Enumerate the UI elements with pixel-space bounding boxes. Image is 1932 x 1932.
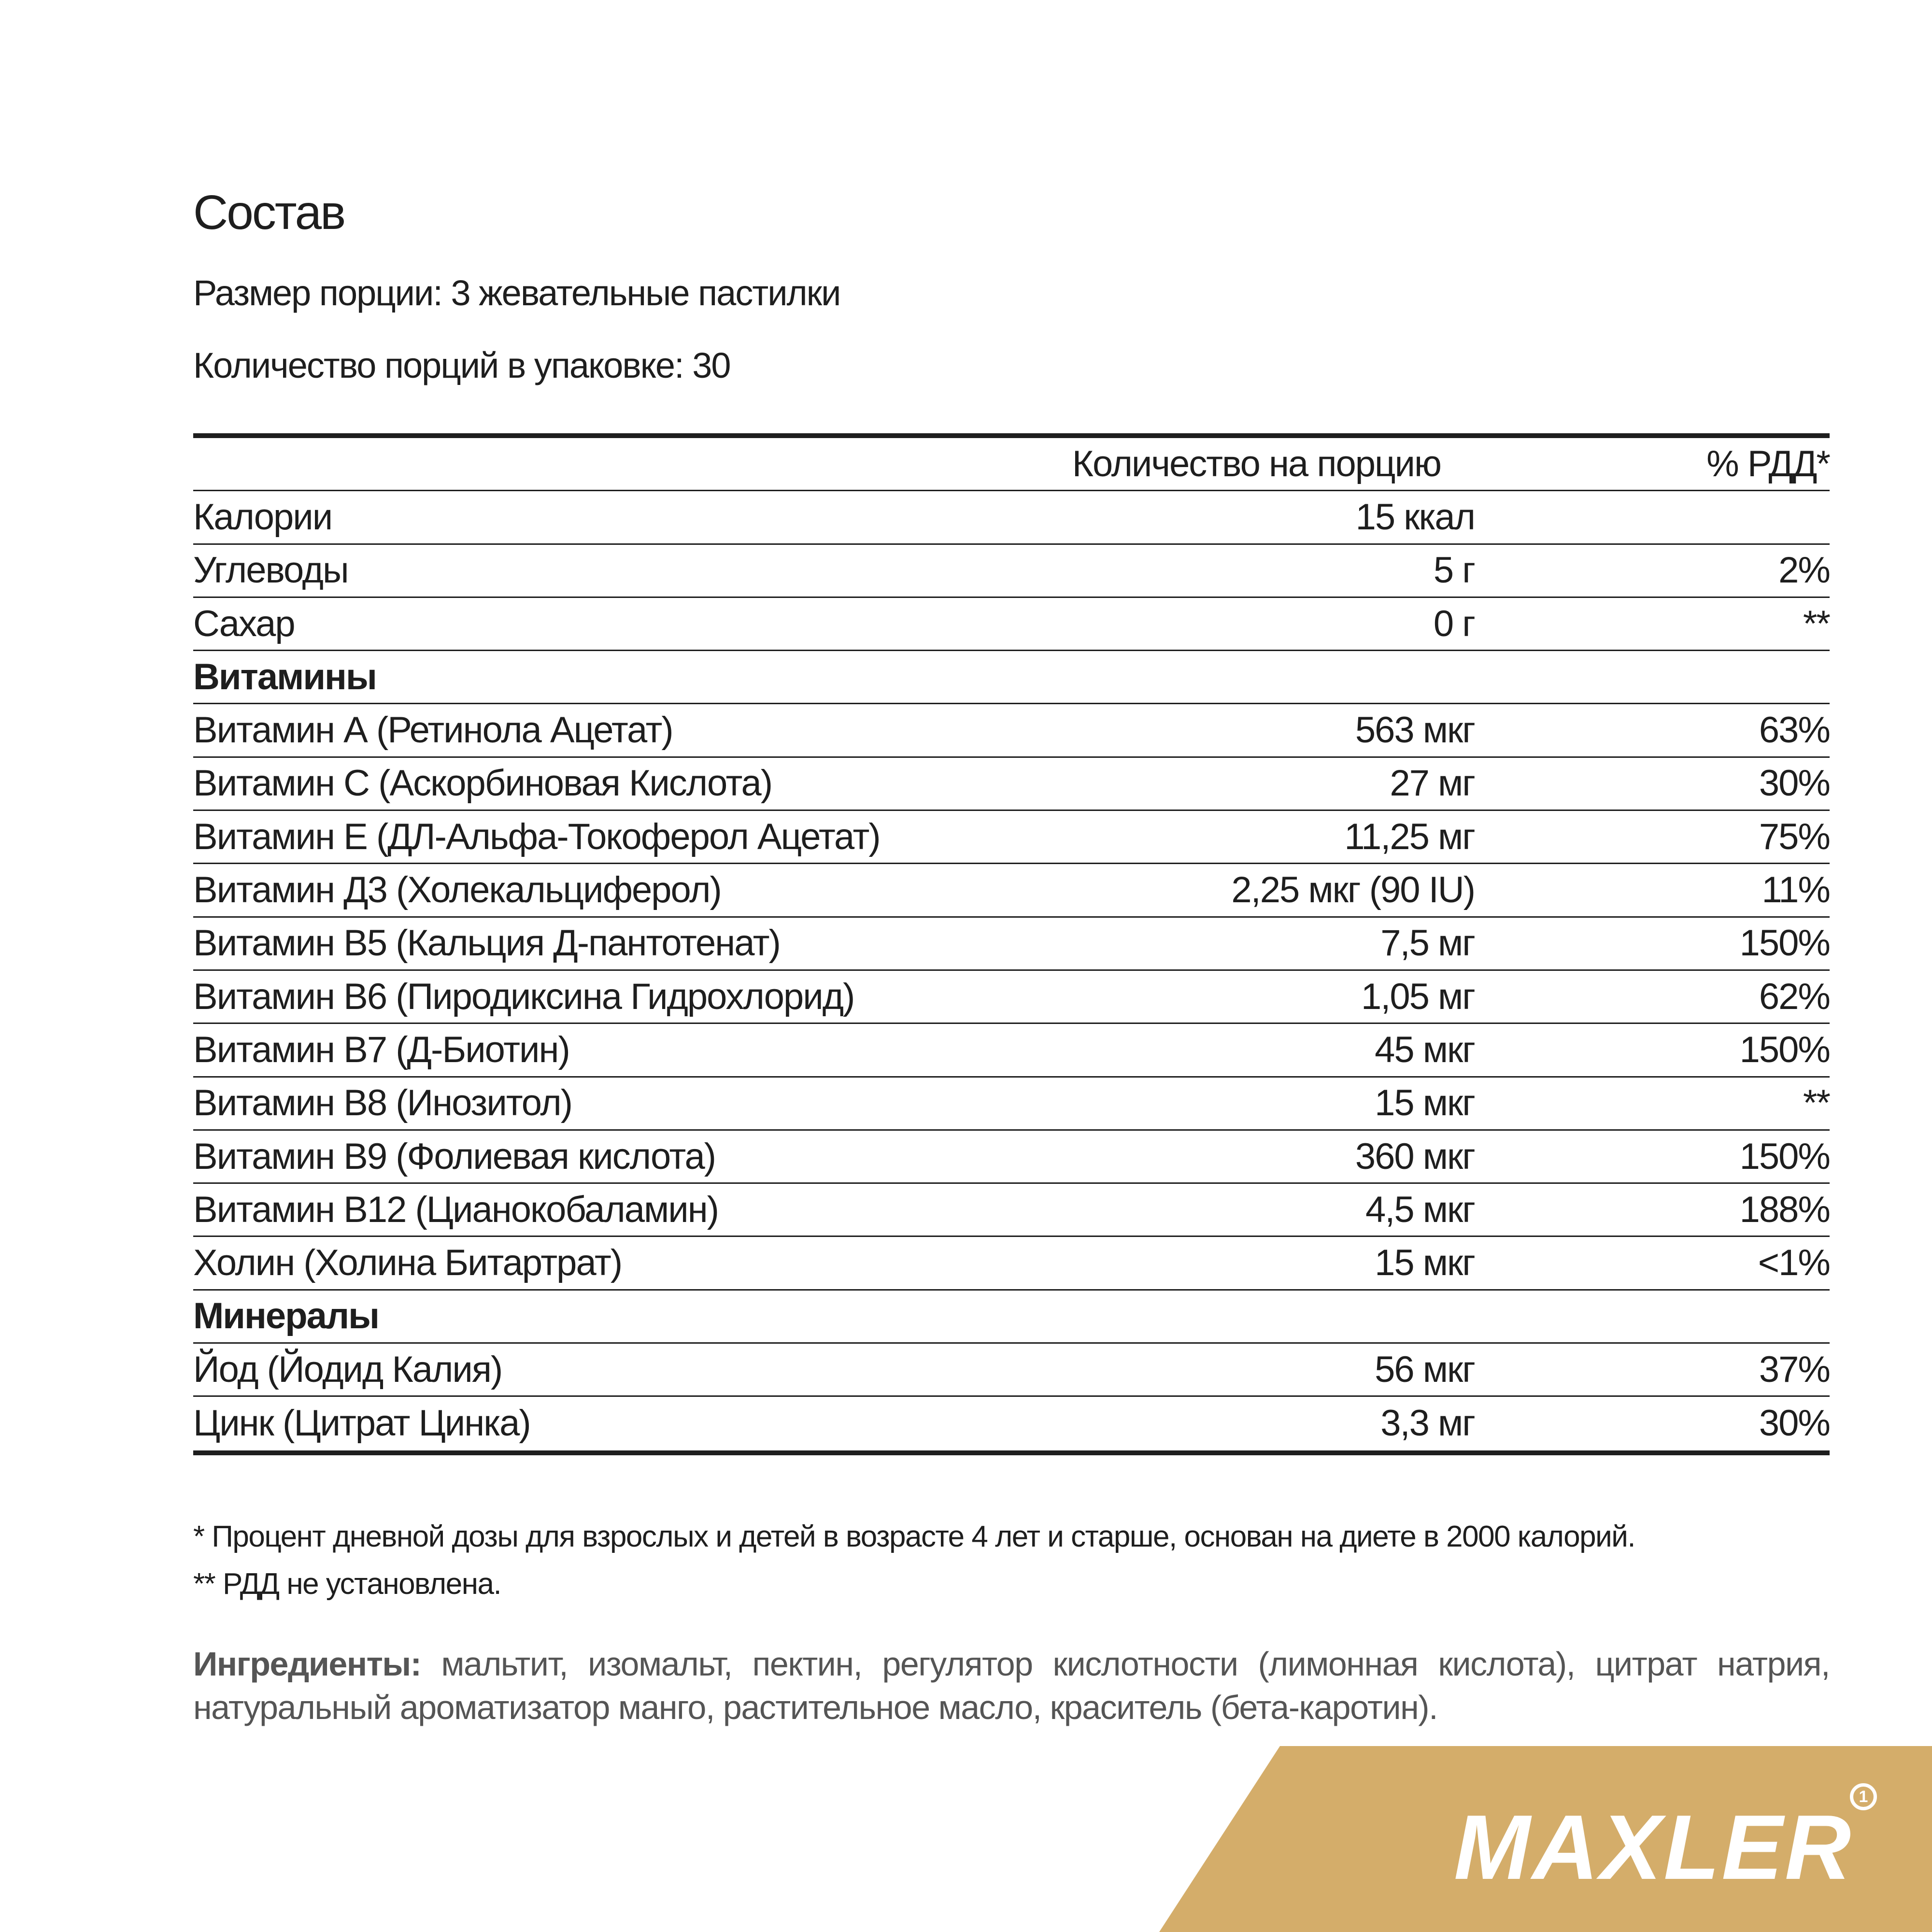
row-name: Цинк (Цитрат Цинка)	[193, 1403, 530, 1444]
row-name: Сахар	[193, 603, 295, 644]
row-name: Калории	[193, 496, 332, 538]
row-amount: 15 мкг	[1375, 1082, 1475, 1124]
header-amount: Количество на порцию	[1072, 443, 1441, 484]
row-amount: 1,05 мг	[1361, 976, 1475, 1017]
footnote-rdd-basis: * Процент дневной дозы для взрослых и детей в возрасте 4 лет и старше, основан на диете в 2000 калорий.	[193, 1520, 1635, 1553]
page-title: Состав	[193, 185, 345, 240]
servings-per-container: Количество порций в упаковке: 30	[193, 345, 730, 385]
row-amount: 3,3 мг	[1380, 1403, 1475, 1444]
logo-registered-mark: 1	[1850, 1783, 1877, 1810]
row-amount: 563 мкг	[1355, 710, 1475, 751]
serving-size: Размер порции: 3 жевательные пастилки	[193, 273, 840, 313]
row-rdd: 62%	[1759, 976, 1830, 1017]
row-name: Йод (Йодид Калия)	[193, 1349, 502, 1390]
ingredients-text: мальтит, изомальт, пектин, регулятор кислотности (лимонная кислота), цитрат натрия, натуральный ароматизатор манго, растительное масло, краситель (бета-каротин).	[193, 1645, 1830, 1726]
row-rdd: 150%	[1739, 1136, 1830, 1177]
row-rdd: 37%	[1759, 1349, 1830, 1390]
row-name: Витамин Е (ДЛ-Альфа-Токоферол Ацетат)	[193, 816, 880, 857]
row-name: Углеводы	[193, 550, 348, 591]
row-name: Витамин В5 (Кальция Д-пантотенат)	[193, 923, 780, 964]
row-amount: 45 мкг	[1375, 1029, 1475, 1070]
row-name: Холин (Холина Битартрат)	[193, 1242, 622, 1284]
row-rdd: **	[1803, 603, 1830, 644]
section-title: Витамины	[193, 656, 376, 697]
row-amount: 4,5 мкг	[1365, 1189, 1475, 1230]
row-amount: 5 г	[1433, 550, 1475, 591]
row-rdd: <1%	[1758, 1242, 1830, 1284]
maxler-logo: MAXLER	[1454, 1796, 1853, 1899]
row-amount: 360 мкг	[1355, 1136, 1475, 1177]
row-amount: 0 г	[1433, 603, 1475, 644]
row-rdd: 75%	[1759, 816, 1830, 857]
row-rdd: 63%	[1759, 710, 1830, 751]
header-rdd: % РДД*	[1706, 443, 1830, 484]
row-name: Витамин В6 (Пиродиксина Гидрохлорид)	[193, 976, 854, 1017]
row-rdd: 150%	[1739, 923, 1830, 964]
row-amount: 56 мкг	[1375, 1349, 1475, 1390]
row-name: Витамин В12 (Цианокобаламин)	[193, 1189, 719, 1230]
row-name: Витамин С (Аскорбиновая Кислота)	[193, 763, 772, 804]
row-rdd: 150%	[1739, 1029, 1830, 1070]
row-amount: 27 мг	[1390, 763, 1475, 804]
row-name: Витамин В7 (Д-Биотин)	[193, 1029, 569, 1070]
row-name: Витамин В8 (Инозитол)	[193, 1082, 572, 1124]
section-title: Минералы	[193, 1295, 379, 1337]
row-rdd: 30%	[1759, 1403, 1830, 1444]
row-rdd: 2%	[1778, 550, 1830, 591]
row-amount: 2,25 мкг (90 IU)	[1231, 869, 1475, 911]
row-rdd: **	[1803, 1082, 1830, 1124]
row-amount: 15 ккал	[1355, 496, 1475, 538]
row-name: Витамин А (Ретинола Ацетат)	[193, 710, 673, 751]
ingredients-label: Ингредиенты:	[193, 1645, 421, 1683]
row-name: Витамин В9 (Фолиевая кислота)	[193, 1136, 716, 1177]
row-rdd: 11%	[1762, 869, 1830, 911]
row-rdd: 30%	[1759, 763, 1830, 804]
row-amount: 11,25 мг	[1344, 816, 1475, 857]
row-amount: 7,5 мг	[1380, 923, 1475, 964]
row-rdd: 188%	[1739, 1189, 1830, 1230]
row-name: Витамин Д3 (Холекальциферол)	[193, 869, 721, 911]
footnote-rdd-not-set: ** РДД не установлена.	[193, 1567, 501, 1601]
row-amount: 15 мкг	[1375, 1242, 1475, 1284]
